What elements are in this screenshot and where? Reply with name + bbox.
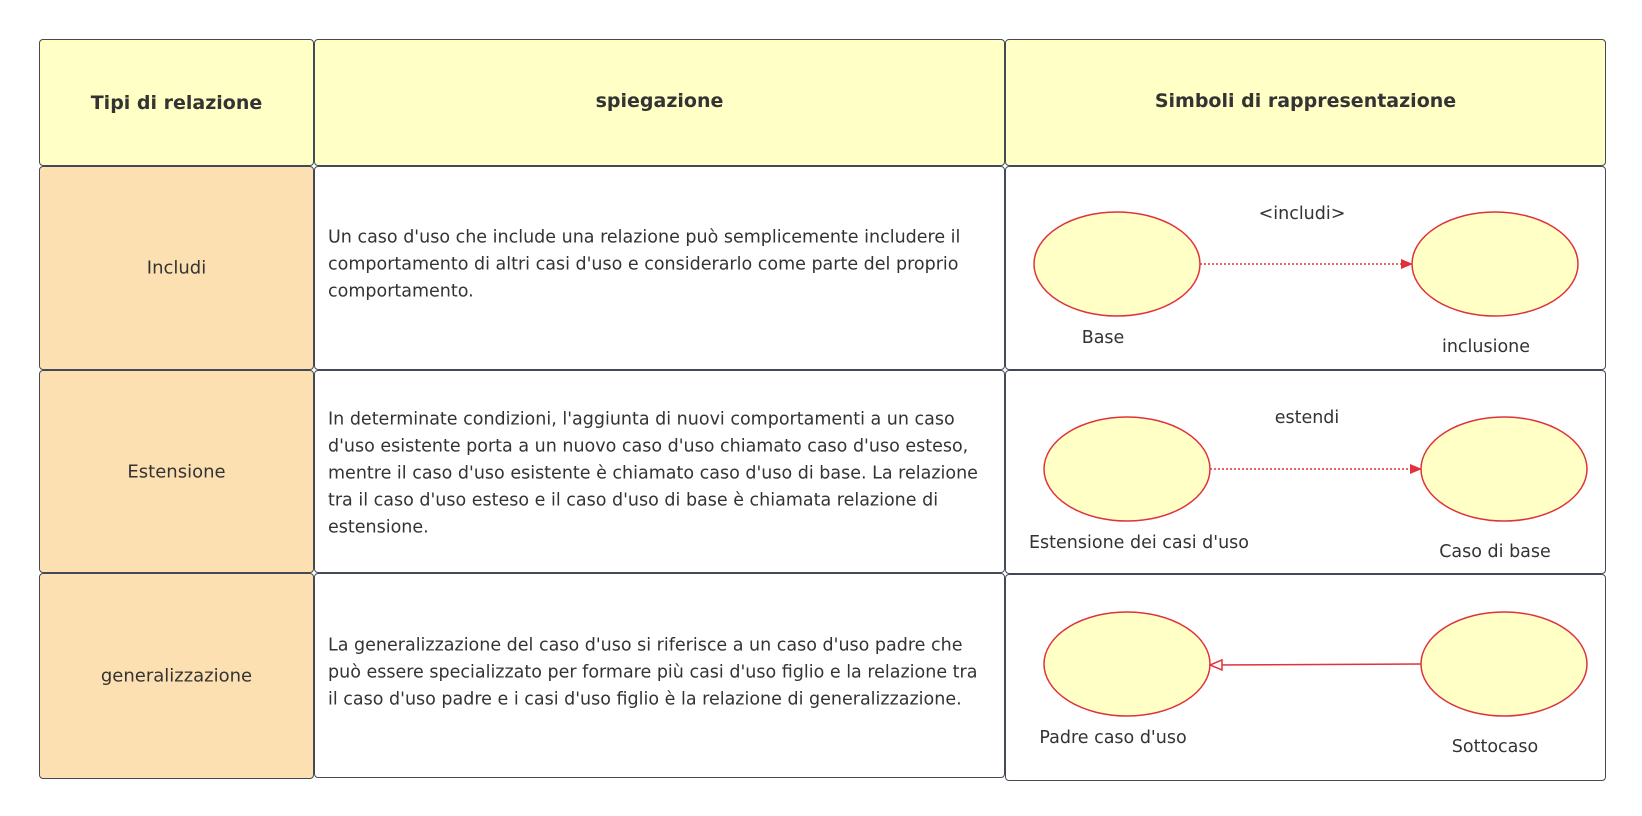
row-extend-type-label: Estensione (127, 461, 226, 482)
generalization-child-usecase-ellipse (1421, 612, 1587, 716)
include-included-usecase-ellipse (1412, 212, 1578, 316)
header-symbols-label: Simboli di rappresentazione (1154, 89, 1457, 112)
row-include-type-label: Includi (146, 257, 207, 279)
extend-extension-usecase-ellipse (1044, 417, 1210, 521)
generalization-hollow-arrow (1210, 664, 1421, 665)
include-relation-label: <includi> (1258, 204, 1346, 224)
extend-left-label: Estensione dei casi d'uso (1028, 533, 1250, 553)
include-right-label: inclusione (1441, 337, 1531, 357)
generalization-left-label: Padre caso d'uso (1039, 728, 1187, 748)
include-base-usecase-ellipse (1034, 212, 1200, 316)
generalization-right-label: Sottocaso (1451, 737, 1539, 757)
row-include-description: Un caso d'uso che include una relazione può semplicemente includere il comportamento di altri casi d'uso e considerarlo come parte del proprio comportamento. (328, 227, 961, 302)
row-generalization-description: La generalizzazione del caso d'uso si riferisce a un caso d'uso padre che può essere specializzato per formare più casi d'uso figlio e la relazione tra il caso d'uso padre e i casi d'uso figlio è la relazione di generalizzazione. (328, 635, 978, 709)
generalization-parent-usecase-ellipse (1044, 612, 1210, 716)
extend-relation-label: estendi (1274, 408, 1340, 428)
row-extend-description: In determinate condizioni, l'aggiunta di nuovi comportamenti a un caso d'uso esistente porta a un nuovo caso d'uso chiamato caso d'uso esteso, mentre il caso d'uso esistente è chiamato caso d'uso di base. La relazione tra il caso d'uso esteso e il caso d'uso di base è chiamata relazione di estensione. (328, 409, 978, 537)
row-generalization-type-label: generalizzazione (100, 665, 253, 687)
include-left-label: Base (1081, 328, 1125, 348)
extend-base-usecase-ellipse (1421, 417, 1587, 521)
header-type-label: Tipi di relazione (90, 91, 263, 114)
header-explanation-label: spiegazione (595, 89, 724, 112)
extend-right-label: Caso di base (1439, 542, 1551, 562)
